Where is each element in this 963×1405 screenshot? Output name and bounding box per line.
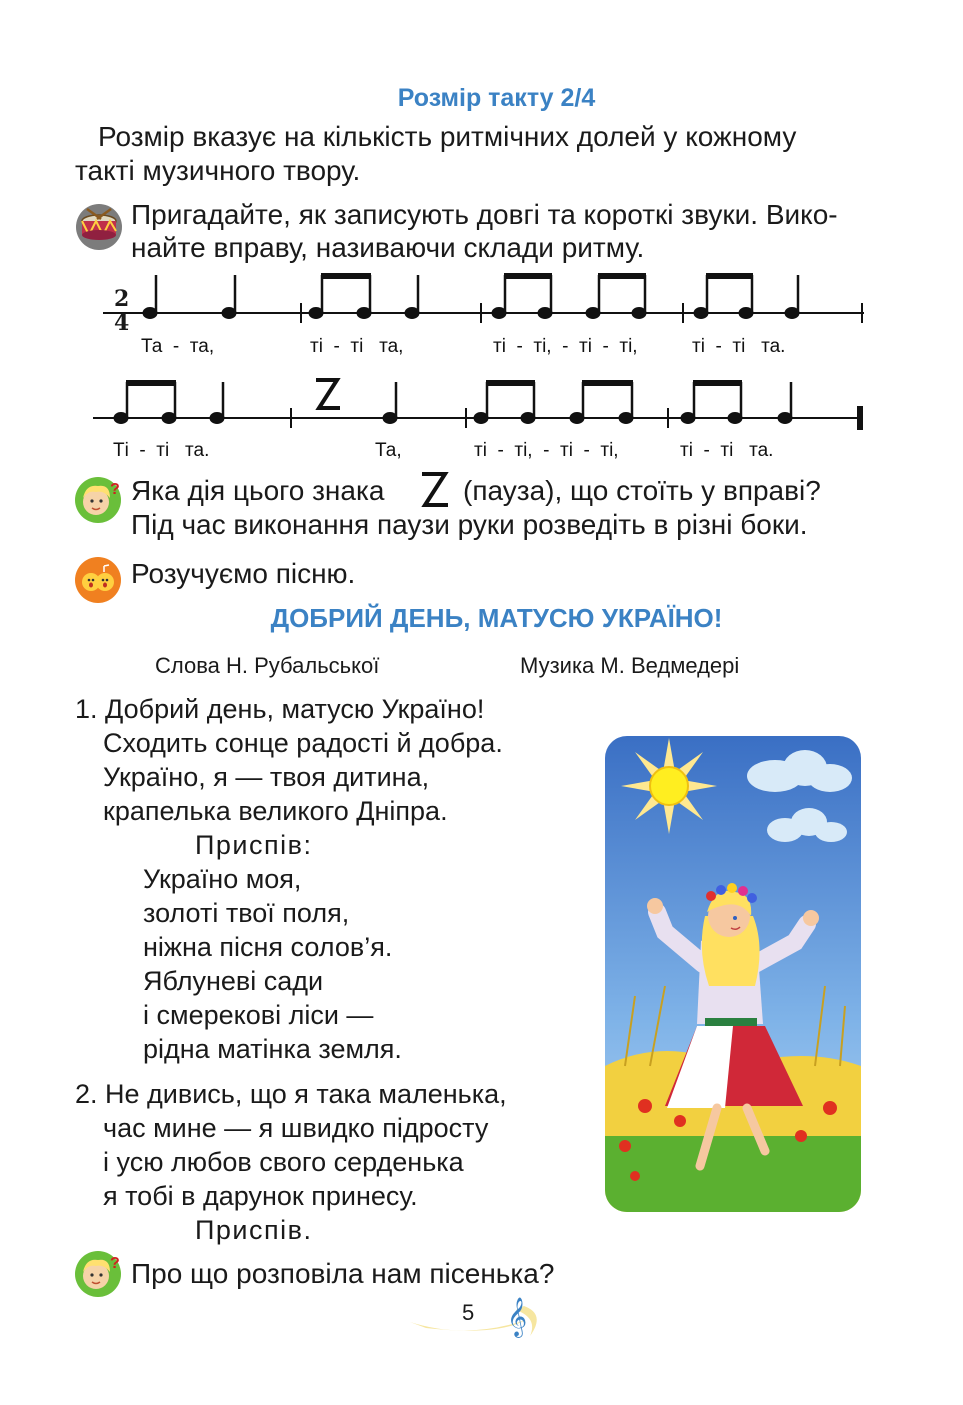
page-number: 5 — [462, 1300, 475, 1325]
rest-sign-icon — [418, 471, 452, 511]
rhythm-syllables: Ті - ті та. — [113, 440, 210, 461]
verse-line: 2. Не дивись, що я така маленька, — [75, 1079, 507, 1109]
drum-icon — [75, 203, 123, 251]
rhythm-syllables: ті - ті та, — [310, 336, 404, 357]
rhythm-syllables: ті - ті, - ті - ті, — [493, 336, 638, 357]
chorus-label: Приспів: — [195, 830, 313, 860]
exercise-line-1: Пригадайте, як записують довгі та короткі звуки. Вико- — [131, 199, 838, 230]
definition-line-1: Розмір вказує на кількість ритмічних долей у кожному — [98, 121, 797, 152]
final-question: Про що розповіла нам пісенька? — [131, 1258, 555, 1289]
rhythm-staff-2 — [0, 372, 963, 442]
question-part-2: (пауза), що стоїть у вправі? — [463, 475, 821, 506]
chorus-line: рідна матінка земля. — [143, 1034, 402, 1064]
verse-line: і усю любов свого серденька — [103, 1147, 464, 1177]
verse-line: крапелька великого Дніпра. — [103, 796, 448, 826]
chorus-end-label: Приспів. — [195, 1215, 313, 1245]
svg-text:?: ? — [110, 1255, 120, 1272]
verse-line: я тобі в дарунок принесу. — [103, 1181, 418, 1211]
time-signature-top: 2 — [114, 286, 130, 312]
chorus-line: Україно моя, — [143, 864, 302, 894]
time-signature-bottom: 4 — [114, 310, 130, 336]
chorus-line: і смерекові ліси — — [143, 1000, 374, 1030]
thinking-child-icon — [74, 476, 122, 524]
singing-faces-icon — [74, 556, 122, 604]
chorus-line: золоті твої поля, — [143, 898, 350, 928]
music-composer: Музика М. Ведмедері — [520, 653, 740, 678]
question-line-2: Під час виконання паузи руки розведіть в різні боки. — [131, 509, 808, 540]
exercise-line-2: найте вправу, називаючи склади ритму. — [131, 232, 645, 263]
page-number-swoosh — [406, 1296, 556, 1346]
chorus-line: Яблуневі сади — [143, 966, 324, 996]
rhythm-syllables: ті - ті та. — [680, 440, 774, 461]
verse-line: Україно, я — твоя дитина, — [103, 762, 430, 792]
rhythm-syllables: ті - ті та. — [692, 336, 786, 357]
song-title: ДОБРИЙ ДЕНЬ, МАТУСЮ УКРАЇНО! — [270, 603, 723, 633]
svg-text:?: ? — [110, 481, 120, 498]
section-title: Розмір такту 2/4 — [397, 84, 596, 112]
verse-line: час мине — я швидко підросту — [103, 1113, 489, 1143]
verse-line: 1. Добрий день, матусю Україно! — [75, 694, 485, 724]
verse-line: Сходить сонце радості й добра. — [103, 728, 503, 758]
definition-line-2: такті музичного твору. — [75, 155, 361, 186]
thinking-child-icon — [74, 1250, 122, 1298]
learn-song-text: Розучуємо пісню. — [131, 558, 356, 589]
rhythm-syllables: ті - ті, - ті - ті, — [474, 440, 619, 461]
chorus-line: ніжна пісня солов’я. — [143, 932, 393, 962]
rhythm-staff-1 — [0, 262, 963, 342]
treble-clef-icon: 𝄞 — [507, 1297, 528, 1337]
girl-in-field-illustration — [605, 736, 861, 1212]
question-part-1: Яка дія цього знака — [131, 475, 385, 506]
rhythm-syllables: Та - та, — [141, 336, 215, 357]
lyrics-author: Слова Н. Рубальської — [155, 653, 380, 678]
rhythm-syllables: Та, — [375, 440, 402, 461]
